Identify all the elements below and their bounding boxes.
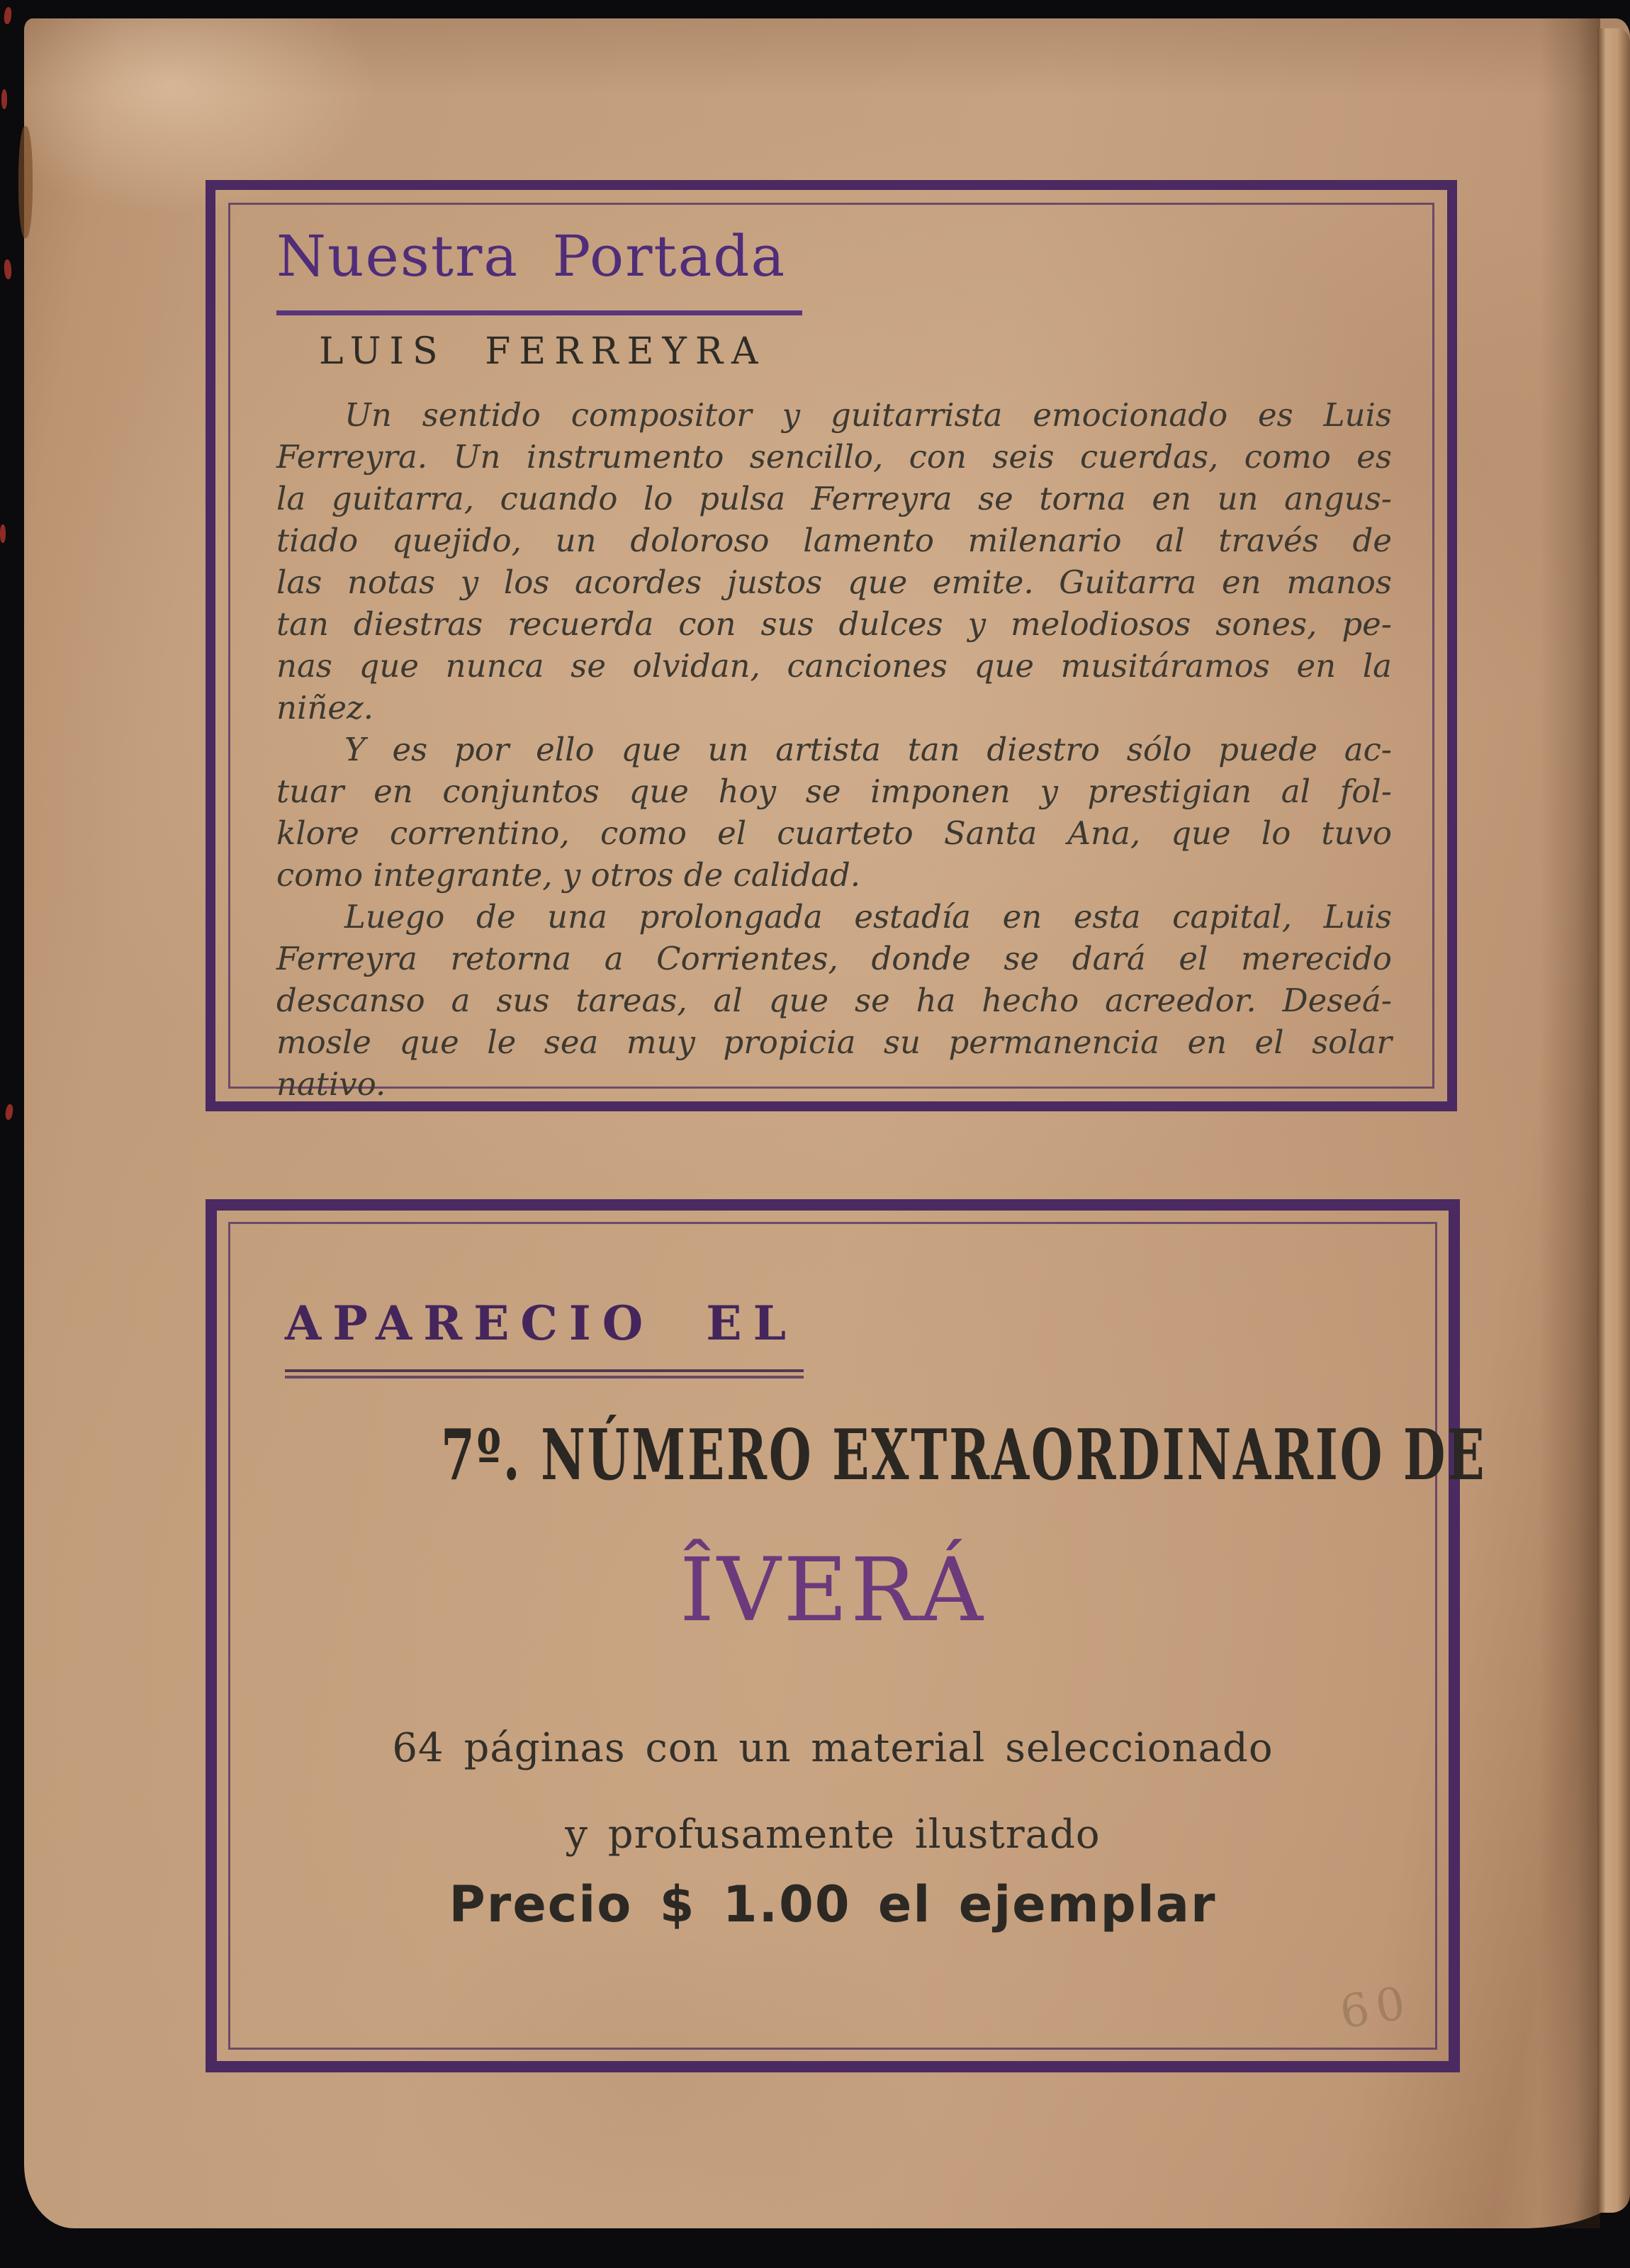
ad-headline [217, 1415, 1487, 1496]
portada-text-line: Luego de una prolongada estadía en esta capital, Luis [344, 898, 1392, 936]
ad-kicker-underline [285, 1369, 804, 1379]
pencil-mark: 60 [1336, 1976, 1416, 2040]
red-edge-mark [4, 7, 12, 25]
magazine-page [24, 18, 1630, 2228]
portada-text-line: como integrante, y otros de calidad. [276, 856, 861, 894]
portada-text-line: tan diestras recuerda con sus dulces y melodiosos sones, pe- [276, 605, 1392, 643]
ad-brand-title: ÎVERÁ [680, 1539, 986, 1641]
portada-text-line: Y es por ello que un artista tan diestro sólo puede ac- [344, 731, 1392, 768]
portada-text-line: mosle que le sea muy propicia su permanencia en el solar [276, 1023, 1392, 1061]
portada-text-line: las notas y los acordes justos que emite. Guitarra en manos [276, 563, 1392, 601]
portada-subtitle: LUIS FERREYRA [319, 330, 767, 373]
portada-title: Nuestra Portada [276, 223, 787, 289]
portada-text-line: Ferreyra retorna a Corrientes, donde se dará el merecido [276, 940, 1392, 977]
ad-price-line: Precio $ 1.00 el ejemplar [449, 1875, 1217, 1933]
portada-text-line: Un sentido compositor y guitarrista emocionado es Luis [344, 396, 1392, 434]
ad-box [206, 1199, 1487, 2072]
portada-text-line: niñez. [276, 689, 373, 726]
worn-edge-spot [18, 126, 33, 238]
ad-kicker: APARECIO EL [285, 1296, 797, 1351]
red-edge-mark [1, 89, 7, 109]
portada-text-line: descanso a sus tareas, al que se ha hecho acreedor. Deseá- [276, 982, 1392, 1019]
ad-detail-line-2: y profusamente ilustrado [565, 1812, 1101, 1858]
portada-paragraphs [276, 394, 1392, 1105]
portada-text-line: klore correntino, como el cuarteto Santa Ana, que lo tuvo [276, 814, 1392, 852]
red-edge-mark [5, 1104, 14, 1120]
portada-text-line: nativo. [276, 1065, 386, 1103]
red-edge-mark [4, 259, 12, 280]
ad-detail-line-1: 64 páginas con un material seleccionado [392, 1725, 1274, 1771]
portada-text-line: nas que nunca se olvidan, canciones que musitáramos en la [276, 647, 1392, 685]
page-edge-curl [1597, 28, 1630, 2213]
portada-text-line: tuar en conjuntos que hoy se imponen y prestigian al fol- [276, 773, 1392, 810]
ad-headline-text: 7º. NÚMERO EXTRAORDINARIO DE [441, 1415, 1487, 1496]
portada-text-line: la guitarra, cuando lo pulsa Ferreyra se torna en un angus- [276, 480, 1392, 517]
portada-box [206, 180, 1457, 1111]
page-crease-shadow [1539, 18, 1600, 2228]
portada-title-underline [276, 310, 802, 315]
portada-text-line: Ferreyra. Un instrumento sencillo, con seis cuerdas, como es [276, 438, 1392, 476]
red-edge-mark [0, 524, 6, 543]
portada-text-line: tiado quejido, un doloroso lamento milenario al través de [276, 522, 1392, 559]
